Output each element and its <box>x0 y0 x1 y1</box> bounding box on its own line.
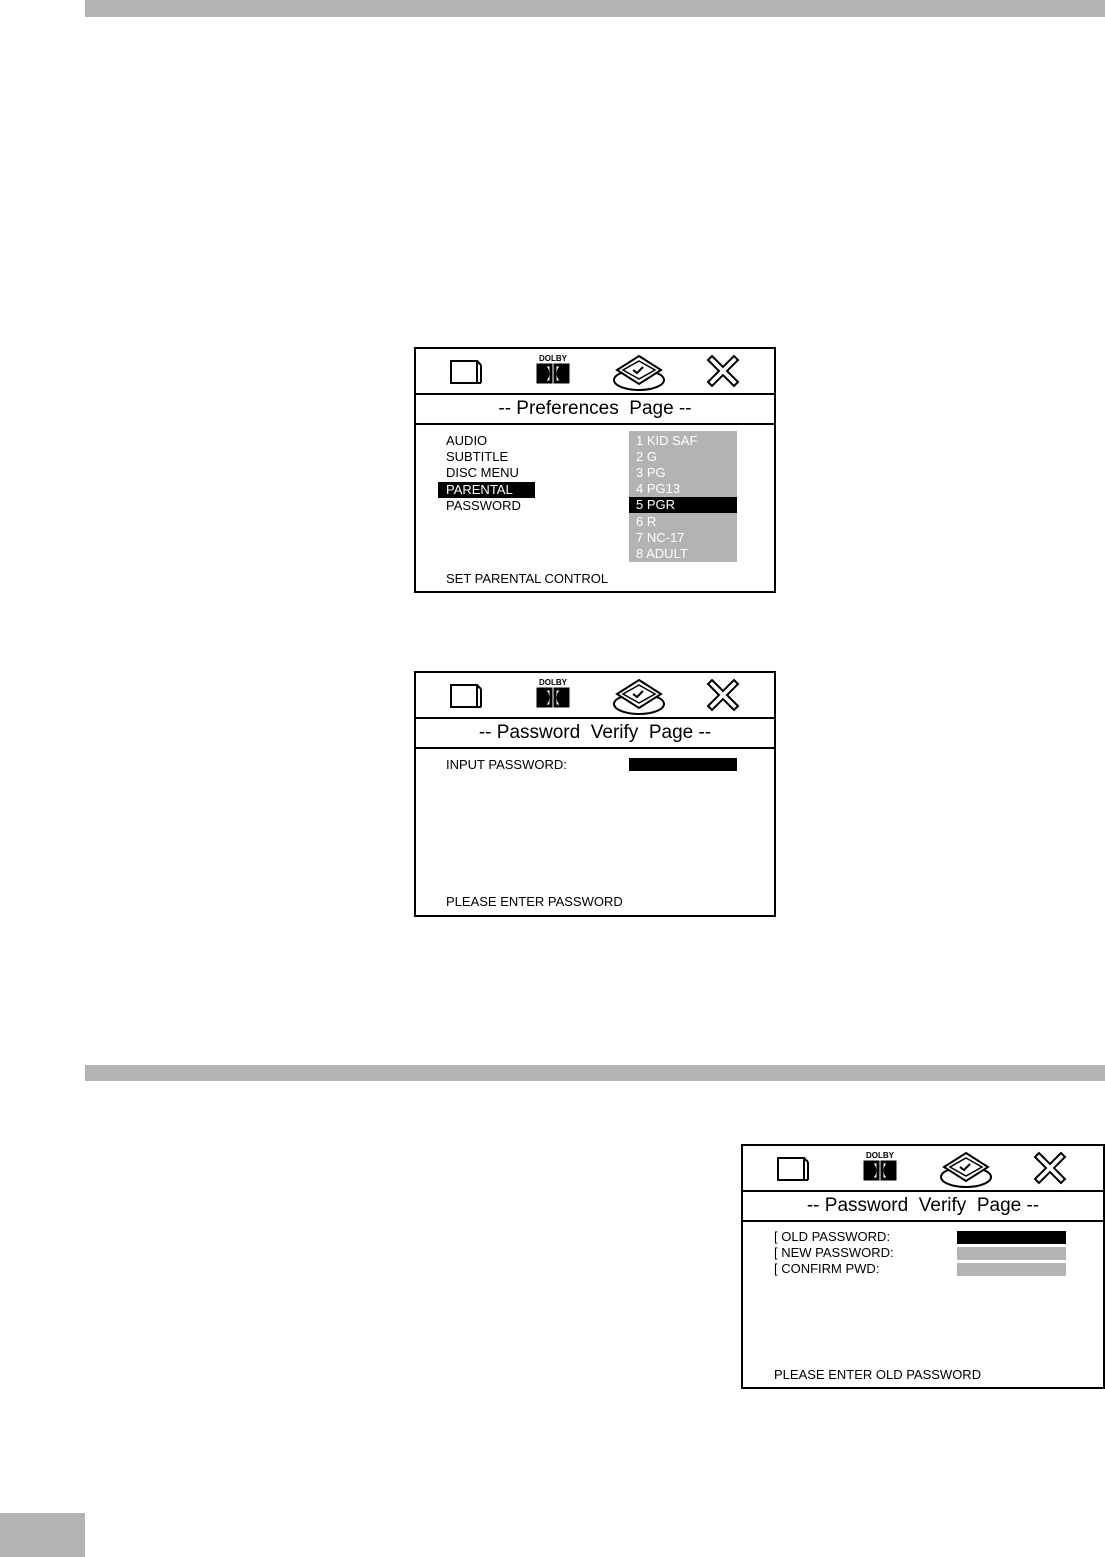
menu-body <box>416 425 774 591</box>
dolby-d-symbol <box>863 1160 897 1182</box>
status-text: SET PARENTAL CONTROL <box>446 571 609 586</box>
page-title: -- Preferences Page -- <box>416 395 774 425</box>
dolby-d-symbol <box>536 363 570 385</box>
rating-option[interactable]: 1 KID SAF <box>636 433 698 448</box>
icon-bar <box>743 1146 1103 1192</box>
input-password-label: INPUT PASSWORD: <box>446 757 567 772</box>
dolby-icon[interactable] <box>863 1151 897 1187</box>
rating-option[interactable]: 8 ADULT <box>636 546 688 561</box>
dolby-icon[interactable] <box>536 678 570 714</box>
password-input[interactable] <box>629 758 737 771</box>
mid-rule <box>85 1065 1105 1081</box>
close-x-icon[interactable] <box>706 678 740 712</box>
status-text: PLEASE ENTER PASSWORD <box>446 894 623 909</box>
dolby-icon[interactable] <box>536 354 570 390</box>
password-verify-screen <box>414 671 776 917</box>
menu-item-disc-menu[interactable]: DISC MENU <box>446 465 519 480</box>
preferences-screen <box>414 347 776 593</box>
top-rule <box>85 0 1105 17</box>
rating-option[interactable]: 7 NC-17 <box>636 530 685 545</box>
page-corner-tab <box>0 1513 85 1557</box>
disc-icon[interactable] <box>611 678 667 716</box>
status-text: PLEASE ENTER OLD PASSWORD <box>774 1367 982 1382</box>
page-icon[interactable] <box>777 1155 811 1183</box>
rating-option[interactable]: 4 PG13 <box>636 481 681 496</box>
page-icon[interactable] <box>450 358 484 386</box>
menu-item-audio[interactable]: AUDIO <box>446 433 488 448</box>
dolby-d-symbol <box>536 687 570 709</box>
rating-option[interactable]: 6 R <box>636 514 657 529</box>
new-password-input[interactable] <box>957 1247 1066 1260</box>
dolby-label: DOLBY <box>866 1151 894 1160</box>
menu-item-subtitle[interactable]: SUBTITLE <box>446 449 509 464</box>
close-x-icon[interactable] <box>1033 1151 1067 1185</box>
confirm-password-input[interactable] <box>957 1263 1066 1276</box>
old-password-label: [ OLD PASSWORD: <box>774 1229 891 1244</box>
confirm-password-label: [ CONFIRM PWD: <box>774 1261 880 1276</box>
menu-item-password[interactable]: PASSWORD <box>446 498 521 513</box>
rating-option-selected[interactable]: 5 PGR <box>629 497 737 513</box>
password-body <box>416 749 774 915</box>
password-change-body <box>743 1222 1103 1387</box>
dolby-label: DOLBY <box>539 678 567 687</box>
icon-bar <box>416 673 774 719</box>
page-title: -- Password Verify Page -- <box>416 719 774 749</box>
disc-icon[interactable] <box>611 354 667 392</box>
password-change-screen <box>741 1144 1105 1389</box>
page-title: -- Password Verify Page -- <box>743 1192 1103 1222</box>
rating-options-list <box>629 431 737 562</box>
rating-option[interactable]: 3 PG <box>636 465 666 480</box>
old-password-input[interactable] <box>957 1231 1066 1244</box>
dolby-label: DOLBY <box>539 354 567 363</box>
menu-item-parental[interactable]: PARENTAL <box>438 482 535 498</box>
new-password-label: [ NEW PASSWORD: <box>774 1245 894 1260</box>
rating-option[interactable]: 2 G <box>636 449 657 464</box>
page-icon[interactable] <box>450 682 484 710</box>
icon-bar <box>416 349 774 395</box>
disc-icon[interactable] <box>938 1151 994 1189</box>
close-x-icon[interactable] <box>706 354 740 388</box>
